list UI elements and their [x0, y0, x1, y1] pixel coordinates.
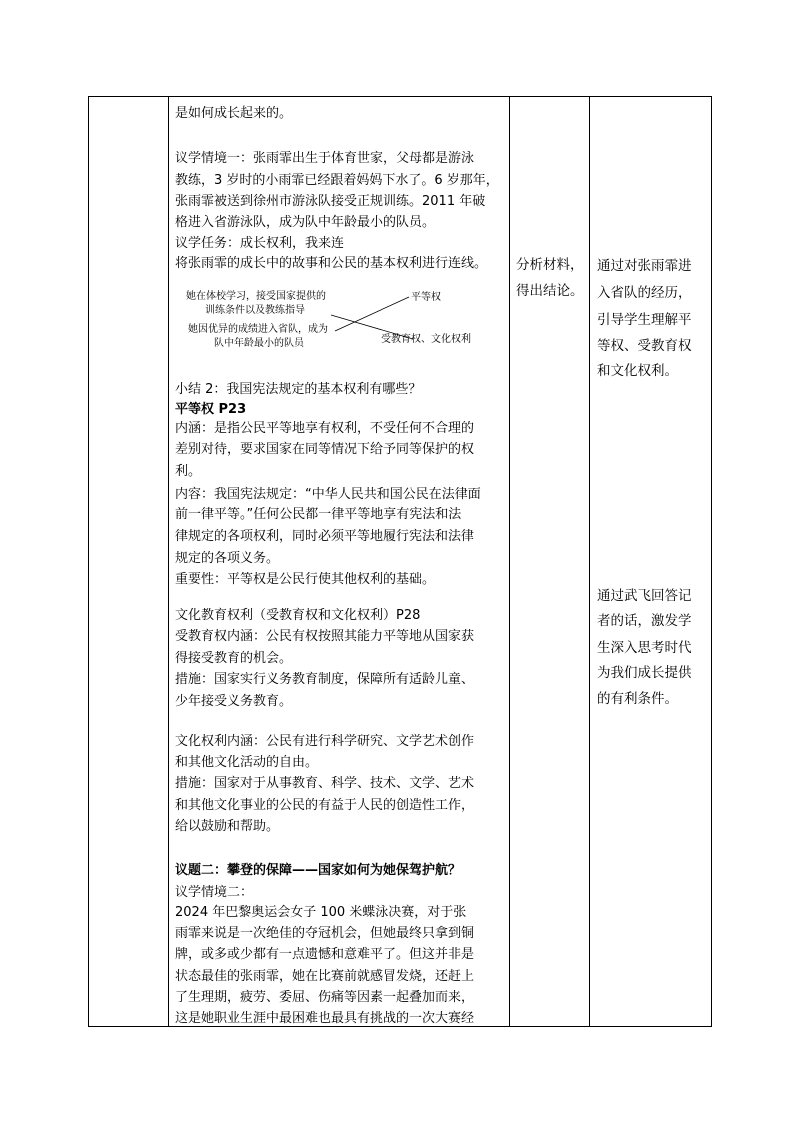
content-text-line: 前一律平等。”任何公民都一律平等地享有宪法和法 — [175, 507, 462, 522]
content-text-line: 得接受教育的机会。 — [175, 651, 293, 666]
stage-column-cell — [89, 97, 169, 1027]
intent-text-line: 和文化权利。 — [597, 363, 678, 379]
diagram-right-item-2: 受教育权、文化权利 — [381, 334, 471, 345]
activity-text-line: 得出结论。 — [516, 283, 584, 299]
content-text-line: 这是她职业生涯中最困难也最具有挑战的一次大赛经 — [175, 1011, 475, 1026]
content-text-line: 措施：国家实行义务教育制度，保障所有适龄儿童、 — [175, 672, 475, 687]
content-text-line: 张雨霏被送到徐州市游泳队接受正规训练。2011 年破 — [175, 194, 486, 209]
content-text-line: 利。 — [175, 464, 202, 479]
content-text-line: 教练，3 岁时的小雨霏已经跟着妈妈下水了。6 岁那年， — [175, 173, 499, 188]
content-text-line: 内涵：是指公民平等地享有权利，不受任何不合理的 — [175, 421, 475, 436]
lesson-plan-table — [88, 96, 712, 1027]
student-activity — [510, 97, 589, 1026]
intent-text-line: 入省队的经历， — [597, 285, 692, 301]
content-text-line: 文化教育权利（受教育权和文化权利）P28 — [175, 608, 421, 623]
diagram-left-item-1-line1: 她在体校学习，接受国家提供的 — [186, 291, 326, 302]
content-text-line: 格进入省游泳队，成为队中年龄最小的队员。 — [175, 215, 436, 230]
content-text-line: 差别对待，要求国家在同等情况下给予同等保护的权 — [175, 442, 475, 457]
content-text-line: 和其他文化活动的自由。 — [175, 755, 319, 770]
content-text-line: 议学任务：成长权利，我来连 — [175, 236, 345, 251]
content-text-line: 和其他文化事业的公民的有益于人民的创造性工作， — [175, 798, 475, 813]
content-text-line: 议学情境二： — [175, 885, 254, 900]
content-text-line: 律规定的各项权利，同时必须平等地履行宪法和法律 — [175, 529, 475, 544]
diagram-left-item-2-line1: 她因优异的成绩进入省队，成为 — [188, 324, 328, 335]
content-text-line: 状态最佳的张雨霏，她在比赛前就感冒发烧，还赶上 — [175, 969, 475, 984]
content-text-line: 重要性：平等权是公民行使其他权利的基础。 — [175, 572, 436, 587]
content-text-line: 议题二：攀登的保障——国家如何为她保驾护航？ — [175, 863, 462, 878]
content-text-line: 是如何成长起来的。 — [175, 106, 293, 121]
content-text-line: 牌，或多或少都有一点遗憾和意难平了。但这并非是 — [175, 947, 475, 962]
content-text-line: 少年接受义务教育。 — [175, 694, 293, 709]
diagram-left-item-1-line2: 训练条件以及教练指导 — [205, 305, 305, 316]
content-text-line: 给以鼓励和帮助。 — [175, 819, 280, 834]
content-text-line: 了生理期，疲劳、委屈、伤痛等因素一起叠加而来， — [175, 990, 475, 1005]
content-text-line: 2024 年巴黎奥运会女子 100 米蝶泳决赛，对于张 — [175, 905, 467, 920]
student-activity-cell — [510, 97, 590, 1027]
content-text-line: 雨霏来说是一次绝佳的夺冠机会，但她最终只拿到铜 — [175, 926, 475, 941]
content-text-line: 平等权 P23 — [175, 402, 247, 417]
design-intent-cell — [590, 97, 712, 1027]
content-text-line: 小结 2：我国宪法规定的基本权利有哪些？ — [175, 382, 422, 397]
intent-text-line: 为我们成长提供 — [597, 665, 692, 681]
intent-text-line: 通过对张雨霏进 — [597, 258, 692, 274]
diagram-left-item-2-line2: 队中年龄最小的队员 — [214, 338, 304, 349]
content-text-line: 将张雨霏的成长中的故事和公民的基本权利进行连线。 — [175, 256, 488, 271]
intent-text-line: 的有利条件。 — [597, 691, 678, 707]
table-row — [89, 97, 712, 1027]
intent-text-line: 生深入思考时代 — [597, 640, 692, 656]
content-text-line: 措施：国家对于从事教育、科学、技术、文学、艺术 — [175, 776, 475, 791]
content-text-line: 议学情境一：张雨霏出生于体育世家，父母都是游泳 — [175, 151, 475, 166]
teaching-content — [169, 97, 509, 1026]
content-text-line: 规定的各项义务。 — [175, 551, 280, 566]
intent-text-line: 引导学生理解平 — [597, 312, 692, 328]
intent-text-line: 通过武飞回答记 — [597, 588, 692, 604]
intent-text-line: 者的话，激发学 — [597, 613, 692, 629]
diagram-right-item-1: 平等权 — [411, 292, 441, 303]
design-intent — [590, 97, 711, 1026]
activity-text-line: 分析材料， — [516, 257, 584, 273]
content-column-cell — [169, 97, 510, 1027]
content-text-line: 文化权利内涵：公民有进行科学研究、文学艺术创作 — [175, 734, 475, 749]
intent-text-line: 等权、受教育权 — [597, 338, 692, 354]
content-text-line: 内容：我国宪法规定：“中华人民共和国公民在法律面 — [175, 487, 481, 502]
rights-matching-diagram — [183, 289, 503, 355]
content-text-line: 受教育权内涵：公民有权按照其能力平等地从国家获 — [175, 629, 475, 644]
